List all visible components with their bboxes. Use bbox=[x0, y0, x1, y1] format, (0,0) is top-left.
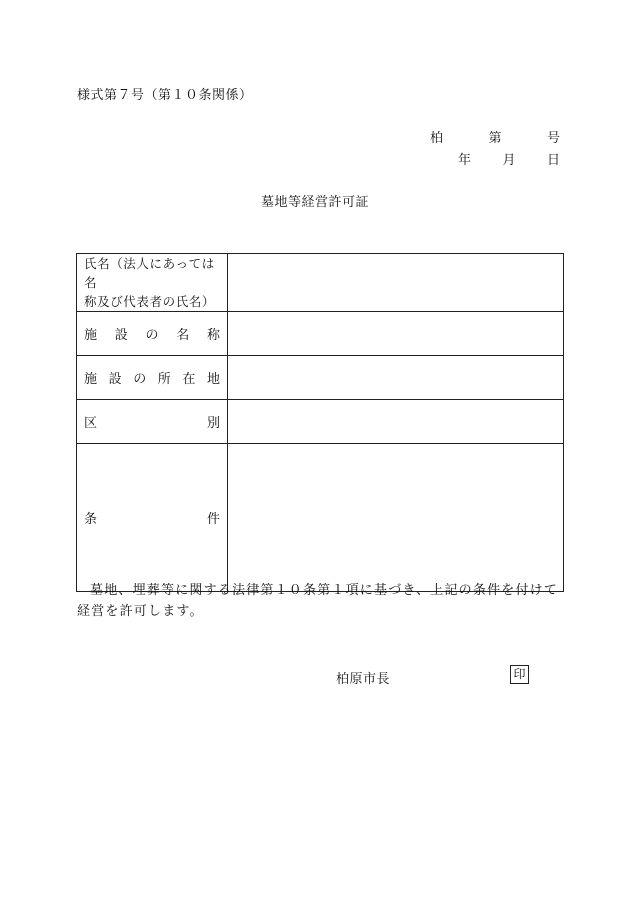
label-char: 件 bbox=[206, 512, 220, 527]
label-char: 設 bbox=[108, 372, 122, 387]
label-char: 所 bbox=[157, 372, 171, 387]
permit-form-table bbox=[76, 253, 564, 592]
label-char: 別 bbox=[206, 416, 220, 431]
label-char: の bbox=[133, 372, 147, 387]
document-title: 墓地等経営許可証 bbox=[260, 195, 369, 210]
label-name-line1: 氏名（法人にあっては名 bbox=[84, 256, 215, 290]
table-row-category bbox=[77, 400, 564, 444]
document-number-line bbox=[430, 127, 560, 146]
seal-stamp: 印 bbox=[510, 665, 529, 684]
label-facility-name bbox=[77, 312, 228, 356]
label-char: 地 bbox=[206, 372, 220, 387]
label-category bbox=[77, 400, 228, 444]
label-char: 称 bbox=[206, 328, 220, 343]
date-year: 年 bbox=[458, 153, 472, 168]
label-char: 設 bbox=[114, 328, 128, 343]
permit-statement: 墓地、埋葬等に関する法律第１０条第１項に基づき、上記の条件を付けて経営を許可します。 bbox=[77, 583, 559, 619]
table-row-conditions bbox=[77, 444, 564, 592]
doc-number-prefix: 柏 bbox=[430, 131, 444, 146]
date-month: 月 bbox=[502, 153, 516, 168]
issuer-name: 柏原市長 bbox=[336, 672, 391, 687]
label-facility-address bbox=[77, 356, 228, 400]
label-char: の bbox=[145, 328, 159, 343]
value-name bbox=[228, 254, 564, 312]
table-row-facility-address bbox=[77, 356, 564, 400]
label-char: 条 bbox=[84, 512, 98, 527]
label-char: 施 bbox=[84, 328, 98, 343]
label-char: 施 bbox=[84, 372, 98, 387]
form-number: 様式第７号（第１０条関係） bbox=[77, 88, 253, 103]
value-facility-address bbox=[228, 356, 564, 400]
doc-number-go: 号 bbox=[546, 131, 560, 146]
value-conditions bbox=[228, 444, 564, 592]
label-name-line2: 称及び代表者の氏名） bbox=[84, 294, 216, 309]
date-day: 日 bbox=[546, 153, 560, 168]
value-facility-name bbox=[228, 312, 564, 356]
doc-number-dai: 第 bbox=[488, 131, 502, 146]
table-row-name bbox=[77, 254, 564, 312]
label-name bbox=[77, 254, 228, 312]
date-line bbox=[458, 149, 560, 168]
table-row-facility-name bbox=[77, 312, 564, 356]
label-char: 区 bbox=[84, 416, 98, 431]
label-conditions bbox=[77, 444, 228, 592]
label-char: 名 bbox=[176, 328, 190, 343]
label-char: 在 bbox=[182, 372, 196, 387]
value-category bbox=[228, 400, 564, 444]
